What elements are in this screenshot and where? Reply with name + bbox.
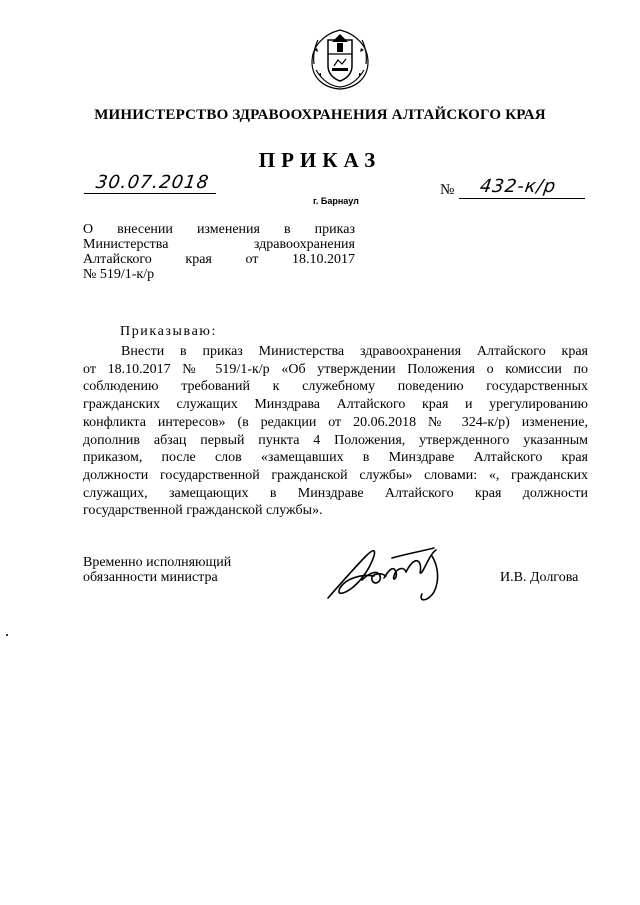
ministry-name: МИНИСТЕРСТВО ЗДРАВООХРАНЕНИЯ АЛТАЙСКОГО КРАЯ xyxy=(94,107,546,123)
subject-line: О внесении изменения в приказ xyxy=(83,222,355,237)
directive-word: Приказываю: xyxy=(120,324,217,339)
handwritten-signature xyxy=(322,536,482,606)
signatory-position-line: Временно исполняющий xyxy=(83,555,232,570)
subject-line: Алтайского края от 18.10.2017 xyxy=(83,252,355,267)
body-line: от 18.10.2017 № 519/1-к/р «Об утверждении Положения о комиссии по xyxy=(83,361,588,377)
coat-of-arms-icon xyxy=(304,26,376,92)
date-underline xyxy=(84,193,216,194)
order-body xyxy=(83,343,588,520)
order-date: 30.07.2018 xyxy=(94,172,211,193)
body-line: должности государственной гражданской службы» словами: «, гражданских xyxy=(83,467,588,483)
signatory-position-line: обязанности министра xyxy=(83,570,218,585)
body-line: соблюдению требований к служебному поведению государственных xyxy=(83,379,588,395)
number-underline xyxy=(459,198,585,199)
city: г. Барнаул xyxy=(313,196,359,206)
scan-speck xyxy=(6,634,8,636)
document-type: ПРИКАЗ xyxy=(258,148,382,172)
subject-line: № 519/1-к/р xyxy=(83,267,155,282)
body-line: служащих, замещающих в Минздраве Алтайского края должности xyxy=(83,485,588,501)
order-number: 432-к/р xyxy=(478,176,558,197)
number-label: № xyxy=(440,182,455,198)
subject-block xyxy=(83,222,355,282)
body-line: приказом, после слов «замещавших в Минздраве Алтайского края xyxy=(83,450,588,466)
body-line: дополнив абзац первый пункта 4 Положения, утвержденного указанным xyxy=(83,432,588,448)
signatory-position xyxy=(83,555,231,585)
signatory-name: И.В. Долгова xyxy=(500,570,579,585)
body-line: государственной гражданской службы». xyxy=(83,503,323,519)
body-line: конфликта интересов» (в редакции от 20.06.2018 № 324-к/р) изменение, xyxy=(83,414,588,430)
body-line: Внести в приказ Министерства здравоохранения Алтайского края xyxy=(121,344,588,359)
body-line: гражданских служащих Минздрава Алтайского края и урегулированию xyxy=(83,397,588,413)
subject-line: Министерства здравоохранения xyxy=(83,237,355,252)
